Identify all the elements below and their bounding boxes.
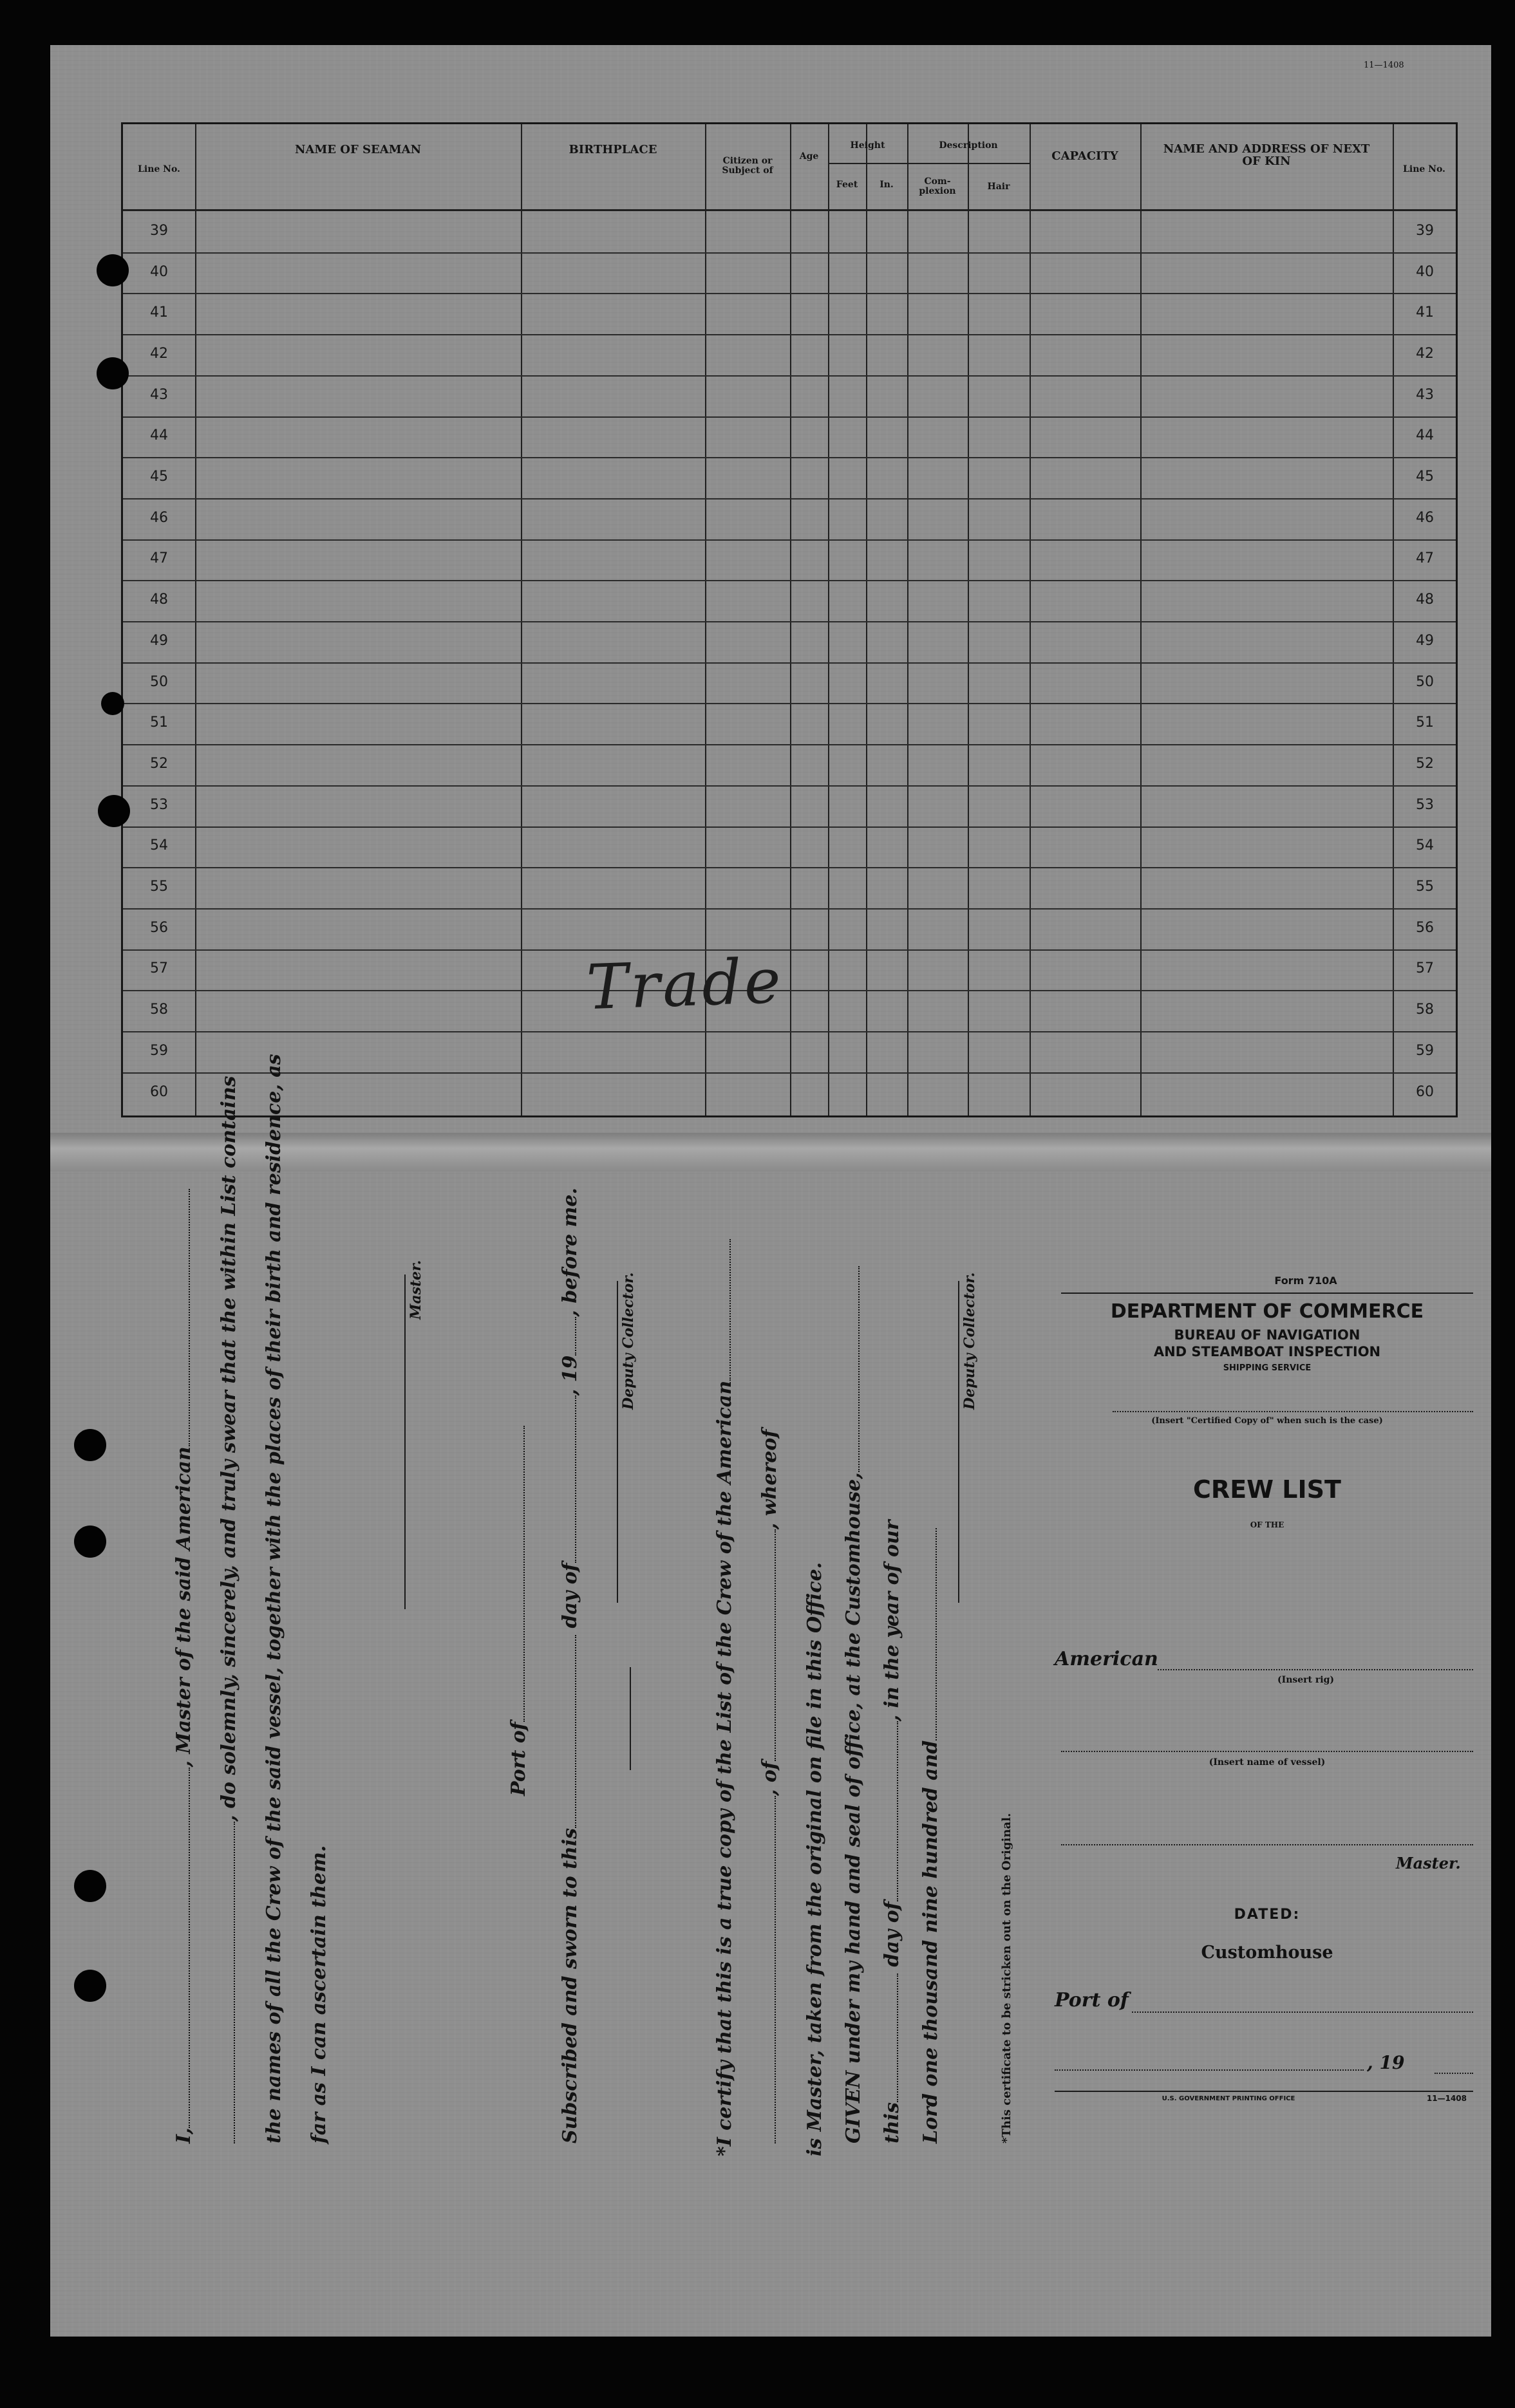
line-number-left: 53 — [150, 796, 168, 813]
year-prefix: , 19 — [559, 1355, 581, 1396]
vessel-name-line[interactable] — [1061, 1751, 1473, 1752]
certify-vessel-blank[interactable] — [729, 1239, 731, 1381]
oath-line-3: the names of all the Crew of the said vessel, together with the places of their birth and residence, as — [263, 1054, 285, 2143]
table-row-rule — [123, 334, 1456, 335]
table-row-rule — [123, 1072, 1456, 1074]
line-number-left: 48 — [150, 592, 168, 608]
oath-solemnly: , do solemnly, sincerely, and truly swear that the within List contains — [218, 1076, 240, 1822]
cover-rule — [1061, 1293, 1473, 1294]
table-row-rule — [123, 539, 1456, 541]
certified-copy-line[interactable] — [1113, 1411, 1473, 1412]
crew-table — [121, 122, 1458, 1117]
line-number-right: 47 — [1416, 550, 1434, 567]
line-number-left: 51 — [150, 714, 168, 731]
line-number-left: 39 — [150, 222, 168, 239]
form-number: 11—1408 — [1364, 61, 1404, 70]
table-row-rule — [123, 949, 1456, 951]
col-divider — [1140, 124, 1142, 1115]
line-number-left: 46 — [150, 509, 168, 526]
port-of-label: Port of — [507, 1722, 530, 1796]
table-row-rule — [123, 908, 1456, 910]
table-row-rule — [123, 252, 1456, 254]
header-line-no: Line No. — [138, 163, 180, 174]
line-number-right: 59 — [1416, 1042, 1434, 1059]
oath-deputy-collector-2: Deputy Collector. — [961, 1272, 978, 1410]
master-name-blank[interactable] — [189, 1768, 190, 2128]
certify-rig-blank[interactable] — [775, 1796, 776, 2143]
bureau-line-2: AND STEAMBOAT INSPECTION — [1153, 1344, 1381, 1359]
day-of-text: day of — [559, 1563, 581, 1629]
oath-master-of: , Master of the said American — [173, 1446, 195, 1768]
line-number-left: 60 — [150, 1083, 168, 1100]
table-row-rule — [123, 1031, 1456, 1032]
line-number-left: 55 — [150, 879, 168, 895]
table-row-rule — [123, 621, 1456, 622]
line-number-right: 60 — [1416, 1083, 1434, 1100]
header-age: Age — [799, 151, 819, 162]
oath-line-1 — [173, 1189, 195, 2143]
line-number-left: 43 — [150, 386, 168, 403]
table-row-rule — [123, 785, 1456, 787]
given-text: GIVEN under my hand and seal of office, at the Customhouse, — [842, 1472, 865, 2143]
line-number-right: 41 — [1416, 304, 1434, 321]
bureau-line-1: BUREAU OF NAVIGATION — [1174, 1327, 1360, 1343]
line-number-left: 54 — [150, 837, 168, 854]
crew-list-sheet — [50, 45, 1491, 2337]
line-number-right: 43 — [1416, 386, 1434, 403]
oath-this-day — [881, 1520, 903, 2143]
vessel-blank[interactable] — [189, 1189, 190, 1446]
oath-given — [842, 1266, 865, 2143]
cover-panel — [1055, 1242, 1480, 2208]
line-number-right: 54 — [1416, 837, 1434, 854]
line-number-right: 45 — [1416, 469, 1434, 485]
line-number-right: 42 — [1416, 345, 1434, 362]
form-710a: Form 710A — [1274, 1274, 1337, 1287]
line-number-right: 44 — [1416, 427, 1434, 444]
punch-hole — [97, 254, 129, 286]
line-number-left: 44 — [150, 427, 168, 444]
subscribed-text: Subscribed and sworn to this — [559, 1827, 581, 2143]
punch-hole — [74, 1970, 106, 2002]
master-signature-line[interactable] — [404, 1274, 406, 1609]
line-number-left: 57 — [150, 960, 168, 977]
oath-line-4: far as I can ascertain them. — [308, 1845, 330, 2143]
table-row-rule — [123, 662, 1456, 664]
cover-port-of: Port of — [1055, 1989, 1129, 2011]
oath-master-label: Master. — [408, 1260, 424, 1320]
certify-port-blank[interactable] — [775, 1529, 776, 1761]
col-divider — [790, 124, 791, 1115]
cover-date-line[interactable] — [1055, 2069, 1364, 2071]
year-words-blank[interactable] — [936, 1528, 937, 1741]
american-label: American — [1055, 1648, 1158, 1670]
line-number-right: 56 — [1416, 919, 1434, 936]
this-day-blank[interactable] — [897, 1974, 898, 2102]
cover-master-label: Master. — [1396, 1854, 1461, 1872]
certify-text: *I certify that this is a true copy of the List of the Crew of the American — [713, 1380, 736, 2156]
oath-of-whereof — [758, 1430, 781, 2143]
cover-year: , 19 — [1367, 2052, 1405, 2073]
header-description: Description — [939, 140, 998, 151]
header-name-of-seaman: NAME OF SEAMAN — [294, 142, 422, 156]
printing-office: U.S. GOVERNMENT PRINTING OFFICE — [1162, 2095, 1295, 2102]
year-of-our-text: , in the year of our — [881, 1520, 903, 1722]
punch-hole — [98, 795, 130, 827]
punch-hole — [97, 357, 129, 389]
this-month-blank[interactable] — [897, 1721, 898, 1901]
punch-hole — [101, 692, 124, 715]
table-row-rule — [123, 744, 1456, 745]
insert-rig-note: (Insert rig) — [1277, 1675, 1334, 1685]
oath-i: I, — [173, 2127, 195, 2143]
col-divider — [907, 124, 908, 1115]
punch-hole — [74, 1526, 106, 1558]
col-divider — [968, 124, 969, 1115]
table-row-rule — [123, 703, 1456, 704]
cover-port-line[interactable] — [1132, 2011, 1473, 2013]
table-row-rule — [123, 416, 1456, 418]
line-number-left: 50 — [150, 673, 168, 690]
department-title: DEPARTMENT OF COMMERCE — [1110, 1300, 1424, 1323]
table-row-rule — [123, 826, 1456, 828]
header-capacity: CAPACITY — [1051, 149, 1118, 163]
col-divider — [1393, 124, 1394, 1115]
header-birthplace: BIRTHPLACE — [569, 142, 657, 156]
this-text: this — [881, 2102, 903, 2143]
line-number-left: 58 — [150, 1002, 168, 1018]
line-number-right: 52 — [1416, 755, 1434, 772]
line-number-left: 49 — [150, 632, 168, 649]
of-the: OF THE — [1250, 1520, 1284, 1529]
oath-line-2 — [218, 1076, 240, 2143]
whereof-text: , whereof — [758, 1429, 781, 1530]
oath-is-master: is Master, taken from the original on file in this Office. — [804, 1562, 826, 2156]
master-line[interactable] — [1061, 1844, 1473, 1845]
line-number-left: 59 — [150, 1042, 168, 1059]
before-me-text: , before me. — [559, 1188, 581, 1317]
table-row-rule — [123, 867, 1456, 868]
line-number-left: 41 — [150, 304, 168, 321]
cover-form-no: 11—1408 — [1426, 2094, 1467, 2103]
crew-list-title: CREW LIST — [1193, 1475, 1341, 1504]
header-next-of-kin: NAME AND ADDRESS OF NEXT OF KIN — [1163, 142, 1370, 168]
punch-hole — [74, 1870, 106, 1902]
header-hair: Hair — [987, 181, 1010, 192]
table-row-rule — [123, 498, 1456, 499]
line-number-right: 51 — [1416, 714, 1434, 731]
line-number-right: 50 — [1416, 673, 1434, 690]
month-blank[interactable] — [575, 1395, 576, 1563]
oath-certify — [713, 1239, 736, 2156]
of-text: , of — [758, 1761, 781, 1796]
oath-footnote: *This certificate to be stricken out on the Original. — [1000, 1813, 1013, 2143]
line-number-right: 55 — [1416, 879, 1434, 895]
line-number-right: 53 — [1416, 796, 1434, 813]
insert-certified-note: (Insert "Certified Copy of" when such is the case) — [1151, 1416, 1383, 1426]
col-divider — [195, 124, 196, 1115]
cover-year-line[interactable] — [1435, 2073, 1473, 2074]
punch-hole — [74, 1429, 106, 1461]
vessel-name-blank[interactable] — [234, 1822, 235, 2143]
rig-line[interactable] — [1158, 1669, 1473, 1670]
table-row-rule — [123, 457, 1456, 458]
day-blank[interactable] — [575, 1635, 576, 1828]
shipping-service: SHIPPING SERVICE — [1223, 1363, 1312, 1373]
oath-subscribed — [559, 1188, 581, 2143]
table-row-rule — [123, 580, 1456, 581]
customhouse-blank[interactable] — [858, 1266, 860, 1472]
lord-text: Lord one thousand nine hundred and — [919, 1740, 942, 2143]
col-divider — [521, 124, 522, 1115]
header-bottom-rule — [123, 209, 1456, 211]
customhouse-label: Customhouse — [1201, 1943, 1333, 1963]
header-inches: In. — [880, 179, 894, 190]
deputy-signature-line[interactable] — [617, 1281, 618, 1603]
line-number-left: 47 — [150, 550, 168, 567]
dated-label: DATED: — [1234, 1907, 1301, 1923]
oath-port-of — [507, 1426, 530, 1796]
col-divider — [828, 124, 829, 1115]
line-number-left: 42 — [150, 345, 168, 362]
header-line-no-right: Line No. — [1403, 163, 1445, 174]
line-number-right: 49 — [1416, 632, 1434, 649]
line-number-left: 56 — [150, 919, 168, 936]
line-number-left: 40 — [150, 263, 168, 280]
seal-line — [630, 1667, 631, 1770]
header-citizen: Citizen or Subject of — [722, 156, 773, 176]
year-blank[interactable] — [575, 1317, 576, 1356]
line-number-right: 40 — [1416, 263, 1434, 280]
table-row-rule — [123, 375, 1456, 377]
header-feet: Feet — [836, 179, 858, 190]
header-divider — [907, 163, 1030, 164]
port-blank[interactable] — [523, 1426, 525, 1722]
line-number-right: 46 — [1416, 509, 1434, 526]
line-number-right: 57 — [1416, 960, 1434, 977]
insert-vessel-note: (Insert name of vessel) — [1209, 1757, 1326, 1768]
table-row-rule — [123, 293, 1456, 294]
oath-lord — [919, 1528, 942, 2143]
line-number-left: 45 — [150, 469, 168, 485]
line-number-right: 48 — [1416, 592, 1434, 608]
table-row-rule — [123, 990, 1456, 991]
col-divider — [1030, 124, 1031, 1115]
line-number-left: 52 — [150, 755, 168, 772]
day-of-2-text: day of — [881, 1901, 903, 1967]
line-number-right: 58 — [1416, 1002, 1434, 1018]
header-height: Height — [850, 140, 885, 151]
cover-bottom-rule — [1055, 2091, 1473, 2092]
header-complexion: Com-plexion — [919, 176, 956, 196]
oath-deputy-collector: Deputy Collector. — [620, 1272, 637, 1410]
line-number-right: 39 — [1416, 222, 1434, 239]
col-divider — [866, 124, 867, 1115]
deputy-signature-line-2[interactable] — [958, 1281, 959, 1603]
handwritten-note: Trade — [585, 944, 785, 1024]
